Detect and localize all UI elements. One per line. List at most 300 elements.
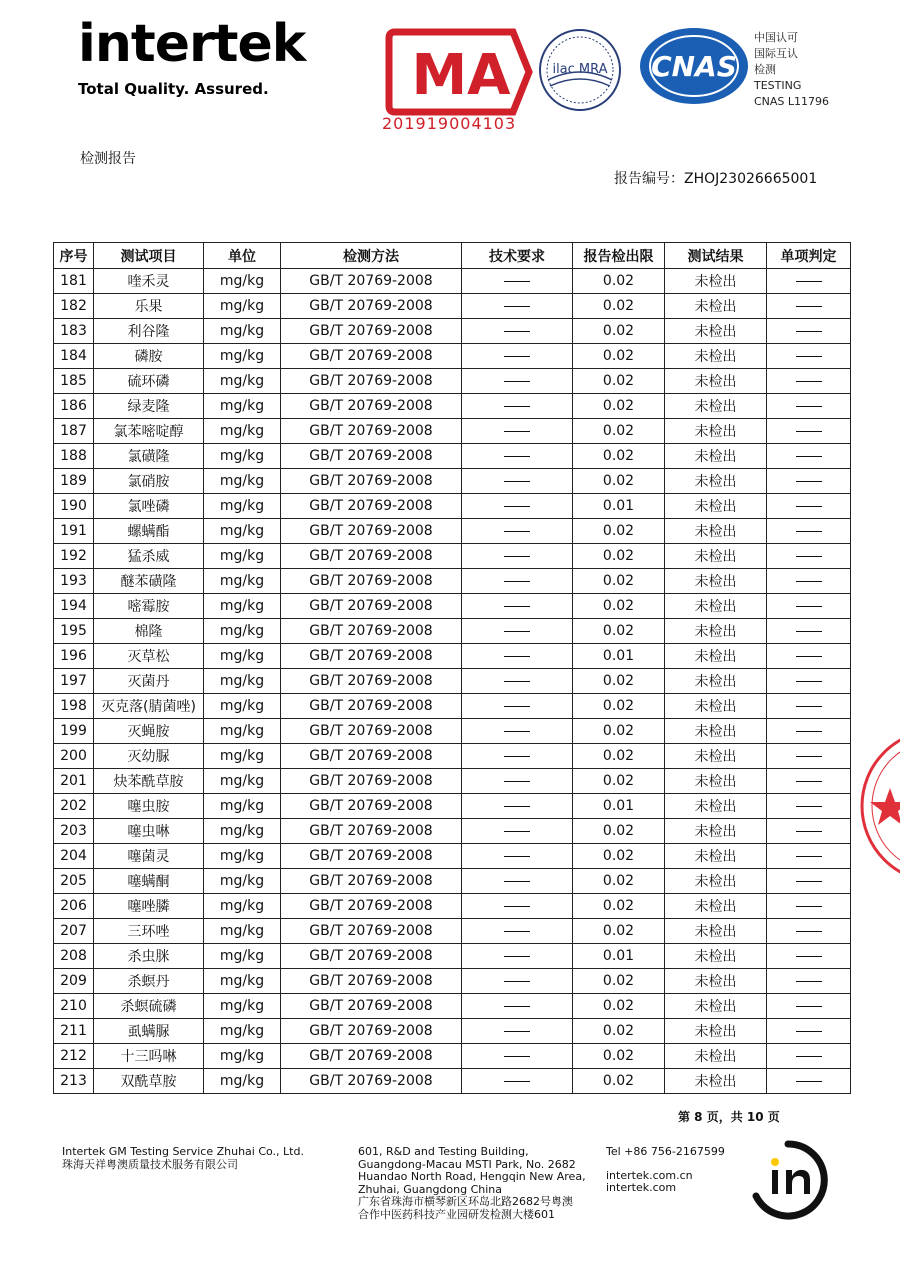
dash-mark bbox=[796, 556, 822, 557]
cell-requirement bbox=[462, 844, 573, 869]
cell-item: 噻虫啉 bbox=[94, 819, 204, 844]
cell-method: GB/T 20769-2008 bbox=[281, 519, 462, 544]
cell-unit: mg/kg bbox=[204, 469, 281, 494]
table-row bbox=[54, 844, 851, 869]
table-row bbox=[54, 869, 851, 894]
dash-mark bbox=[504, 1006, 530, 1007]
dash-mark bbox=[504, 456, 530, 457]
table-row bbox=[54, 994, 851, 1019]
cell-verdict bbox=[767, 919, 851, 944]
dash-mark bbox=[796, 706, 822, 707]
cell-result: 未检出 bbox=[665, 519, 767, 544]
cell-no: 202 bbox=[54, 794, 94, 819]
cell-requirement bbox=[462, 569, 573, 594]
cell-unit: mg/kg bbox=[204, 1019, 281, 1044]
cell-limit: 0.02 bbox=[573, 344, 665, 369]
dash-mark bbox=[504, 481, 530, 482]
dash-mark bbox=[796, 331, 822, 332]
cell-limit: 0.01 bbox=[573, 944, 665, 969]
cell-requirement bbox=[462, 369, 573, 394]
table-row bbox=[54, 569, 851, 594]
report-number: 报告编号：ZHOJ23026665001 bbox=[614, 171, 818, 187]
cell-requirement bbox=[462, 619, 573, 644]
cell-limit: 0.02 bbox=[573, 394, 665, 419]
cell-requirement bbox=[462, 469, 573, 494]
results-table bbox=[53, 242, 851, 1094]
cell-requirement bbox=[462, 1044, 573, 1069]
cell-requirement bbox=[462, 519, 573, 544]
cell-limit: 0.02 bbox=[573, 369, 665, 394]
cell-limit: 0.02 bbox=[573, 744, 665, 769]
table-row bbox=[54, 344, 851, 369]
dash-mark bbox=[504, 981, 530, 982]
intertek-logo: intertek bbox=[78, 14, 306, 74]
cell-verdict bbox=[767, 819, 851, 844]
cell-requirement bbox=[462, 669, 573, 694]
dash-mark bbox=[504, 631, 530, 632]
cell-item: 氯磺隆 bbox=[94, 444, 204, 469]
cell-verdict bbox=[767, 694, 851, 719]
cell-unit: mg/kg bbox=[204, 719, 281, 744]
cell-no: 206 bbox=[54, 894, 94, 919]
cell-result: 未检出 bbox=[665, 469, 767, 494]
cell-limit: 0.02 bbox=[573, 894, 665, 919]
cell-method: GB/T 20769-2008 bbox=[281, 819, 462, 844]
dash-mark bbox=[796, 381, 822, 382]
cell-requirement bbox=[462, 1069, 573, 1094]
dash-mark bbox=[796, 781, 822, 782]
cell-verdict bbox=[767, 319, 851, 344]
company-address: 601, R&D and Testing Building, Guangdong-Macau MSTI Park, No. 2682 Huandao North Road, Hengqin New Area, Zhuhai, Guangdong China 广东省珠海市横琴新区环岛北路2682号粤澳 合作中医药科技产业园研发检测大楼601 bbox=[358, 1145, 586, 1221]
cell-requirement bbox=[462, 294, 573, 319]
dash-mark bbox=[504, 931, 530, 932]
cell-verdict bbox=[767, 294, 851, 319]
dash-mark bbox=[504, 1081, 530, 1082]
cell-requirement bbox=[462, 919, 573, 944]
cell-requirement bbox=[462, 544, 573, 569]
dash-mark bbox=[796, 681, 822, 682]
cell-requirement bbox=[462, 719, 573, 744]
cell-unit: mg/kg bbox=[204, 419, 281, 444]
table-row bbox=[54, 294, 851, 319]
cell-unit: mg/kg bbox=[204, 569, 281, 594]
cell-verdict bbox=[767, 269, 851, 294]
cell-item: 灭克落(腈菌唑) bbox=[94, 694, 204, 719]
cell-method: GB/T 20769-2008 bbox=[281, 394, 462, 419]
cell-method: GB/T 20769-2008 bbox=[281, 919, 462, 944]
dash-mark bbox=[504, 281, 530, 282]
table-row bbox=[54, 419, 851, 444]
cell-method: GB/T 20769-2008 bbox=[281, 494, 462, 519]
table-row bbox=[54, 944, 851, 969]
cell-requirement bbox=[462, 444, 573, 469]
cell-unit: mg/kg bbox=[204, 494, 281, 519]
cell-item: 双酰草胺 bbox=[94, 1069, 204, 1094]
cell-limit: 0.02 bbox=[573, 1044, 665, 1069]
dash-mark bbox=[504, 331, 530, 332]
cell-result: 未检出 bbox=[665, 819, 767, 844]
table-row bbox=[54, 894, 851, 919]
table-row bbox=[54, 969, 851, 994]
ilac-mra-icon bbox=[538, 28, 622, 112]
cell-limit: 0.02 bbox=[573, 769, 665, 794]
dash-mark bbox=[504, 1056, 530, 1057]
cell-item: 嘧霉胺 bbox=[94, 594, 204, 619]
dash-mark bbox=[504, 581, 530, 582]
dash-mark bbox=[796, 656, 822, 657]
cell-verdict bbox=[767, 894, 851, 919]
cell-no: 213 bbox=[54, 1069, 94, 1094]
cell-item: 噻螨酮 bbox=[94, 869, 204, 894]
cell-limit: 0.02 bbox=[573, 419, 665, 444]
dash-mark bbox=[796, 406, 822, 407]
dash-mark bbox=[796, 931, 822, 932]
cell-verdict bbox=[767, 1019, 851, 1044]
cell-no: 198 bbox=[54, 694, 94, 719]
cell-verdict bbox=[767, 569, 851, 594]
table-row bbox=[54, 719, 851, 744]
cell-unit: mg/kg bbox=[204, 994, 281, 1019]
cell-limit: 0.02 bbox=[573, 544, 665, 569]
cell-limit: 0.01 bbox=[573, 644, 665, 669]
cell-result: 未检出 bbox=[665, 894, 767, 919]
cell-item: 灭幼脲 bbox=[94, 744, 204, 769]
cell-unit: mg/kg bbox=[204, 594, 281, 619]
table-row bbox=[54, 744, 851, 769]
cell-item: 十三吗啉 bbox=[94, 1044, 204, 1069]
cnas-text: CNAS bbox=[651, 50, 737, 83]
cell-limit: 0.02 bbox=[573, 594, 665, 619]
cell-item: 灭菌丹 bbox=[94, 669, 204, 694]
cell-unit: mg/kg bbox=[204, 444, 281, 469]
cell-verdict bbox=[767, 944, 851, 969]
cell-requirement bbox=[462, 819, 573, 844]
cell-verdict bbox=[767, 619, 851, 644]
cell-limit: 0.02 bbox=[573, 694, 665, 719]
cell-verdict bbox=[767, 769, 851, 794]
dash-mark bbox=[504, 356, 530, 357]
cell-no: 186 bbox=[54, 394, 94, 419]
cell-verdict bbox=[767, 794, 851, 819]
cell-method: GB/T 20769-2008 bbox=[281, 694, 462, 719]
website-link[interactable]: intertek.com bbox=[606, 1181, 677, 1194]
cell-requirement bbox=[462, 1019, 573, 1044]
table-row bbox=[54, 544, 851, 569]
cell-item: 三环唑 bbox=[94, 919, 204, 944]
table-row bbox=[54, 519, 851, 544]
dash-mark bbox=[796, 281, 822, 282]
table-row bbox=[54, 769, 851, 794]
cell-requirement bbox=[462, 644, 573, 669]
cell-method: GB/T 20769-2008 bbox=[281, 1069, 462, 1094]
cell-unit: mg/kg bbox=[204, 969, 281, 994]
cell-method: GB/T 20769-2008 bbox=[281, 844, 462, 869]
cell-verdict bbox=[767, 419, 851, 444]
cell-limit: 0.02 bbox=[573, 569, 665, 594]
cell-item: 磷胺 bbox=[94, 344, 204, 369]
cell-item: 乐果 bbox=[94, 294, 204, 319]
cell-method: GB/T 20769-2008 bbox=[281, 794, 462, 819]
cell-item: 氯苯嘧啶醇 bbox=[94, 419, 204, 444]
cell-item: 灭蝇胺 bbox=[94, 719, 204, 744]
cell-item: 喹禾灵 bbox=[94, 269, 204, 294]
col-header-unit: 单位 bbox=[204, 243, 281, 269]
cell-limit: 0.02 bbox=[573, 1019, 665, 1044]
cell-result: 未检出 bbox=[665, 669, 767, 694]
dash-mark bbox=[504, 431, 530, 432]
cell-requirement bbox=[462, 894, 573, 919]
dash-mark bbox=[504, 806, 530, 807]
cell-unit: mg/kg bbox=[204, 1044, 281, 1069]
cell-requirement bbox=[462, 594, 573, 619]
cell-unit: mg/kg bbox=[204, 519, 281, 544]
cell-result: 未检出 bbox=[665, 269, 767, 294]
cell-requirement bbox=[462, 319, 573, 344]
table-row bbox=[54, 919, 851, 944]
cell-verdict bbox=[767, 544, 851, 569]
document-title: 检测报告 bbox=[80, 151, 136, 167]
cell-result: 未检出 bbox=[665, 1069, 767, 1094]
cell-method: GB/T 20769-2008 bbox=[281, 369, 462, 394]
cell-method: GB/T 20769-2008 bbox=[281, 319, 462, 344]
cell-limit: 0.02 bbox=[573, 269, 665, 294]
cell-method: GB/T 20769-2008 bbox=[281, 944, 462, 969]
dash-mark bbox=[504, 606, 530, 607]
table-row bbox=[54, 469, 851, 494]
cell-no: 187 bbox=[54, 419, 94, 444]
dash-mark bbox=[796, 831, 822, 832]
dash-mark bbox=[796, 806, 822, 807]
cell-unit: mg/kg bbox=[204, 294, 281, 319]
cell-result: 未检出 bbox=[665, 1044, 767, 1069]
cell-result: 未检出 bbox=[665, 494, 767, 519]
cell-no: 208 bbox=[54, 944, 94, 969]
cell-result: 未检出 bbox=[665, 969, 767, 994]
cell-method: GB/T 20769-2008 bbox=[281, 719, 462, 744]
cell-requirement bbox=[462, 494, 573, 519]
phone-number: Tel +86 756-2167599 bbox=[606, 1145, 725, 1158]
cell-method: GB/T 20769-2008 bbox=[281, 869, 462, 894]
cell-requirement bbox=[462, 269, 573, 294]
cell-verdict bbox=[767, 869, 851, 894]
table-row bbox=[54, 644, 851, 669]
cell-no: 191 bbox=[54, 519, 94, 544]
col-header-method: 检测方法 bbox=[281, 243, 462, 269]
cell-verdict bbox=[767, 1069, 851, 1094]
cell-no: 192 bbox=[54, 544, 94, 569]
cell-item: 醚苯磺隆 bbox=[94, 569, 204, 594]
dash-mark bbox=[504, 531, 530, 532]
cell-unit: mg/kg bbox=[204, 819, 281, 844]
cell-no: 182 bbox=[54, 294, 94, 319]
cell-item: 噻菌灵 bbox=[94, 844, 204, 869]
cell-verdict bbox=[767, 494, 851, 519]
cell-method: GB/T 20769-2008 bbox=[281, 894, 462, 919]
page-indicator: 第 8 页，共 10 页 bbox=[678, 1110, 780, 1124]
cell-verdict bbox=[767, 594, 851, 619]
cell-item: 虱螨脲 bbox=[94, 1019, 204, 1044]
inspection-stamp-icon bbox=[858, 726, 900, 886]
cell-verdict bbox=[767, 644, 851, 669]
cell-verdict bbox=[767, 719, 851, 744]
cell-requirement bbox=[462, 769, 573, 794]
dash-mark bbox=[796, 481, 822, 482]
cell-item: 棉隆 bbox=[94, 619, 204, 644]
dash-mark bbox=[504, 381, 530, 382]
cell-verdict bbox=[767, 444, 851, 469]
cell-unit: mg/kg bbox=[204, 769, 281, 794]
cell-unit: mg/kg bbox=[204, 544, 281, 569]
dash-mark bbox=[796, 1056, 822, 1057]
cell-result: 未检出 bbox=[665, 919, 767, 944]
cell-no: 197 bbox=[54, 669, 94, 694]
cma-number: 201919004103 bbox=[382, 114, 517, 133]
cell-result: 未检出 bbox=[665, 444, 767, 469]
cell-unit: mg/kg bbox=[204, 869, 281, 894]
dash-mark bbox=[796, 356, 822, 357]
cell-method: GB/T 20769-2008 bbox=[281, 744, 462, 769]
cell-method: GB/T 20769-2008 bbox=[281, 544, 462, 569]
table-row bbox=[54, 494, 851, 519]
table-row bbox=[54, 319, 851, 344]
cell-method: GB/T 20769-2008 bbox=[281, 769, 462, 794]
cell-result: 未检出 bbox=[665, 844, 767, 869]
dash-mark bbox=[796, 581, 822, 582]
table-row bbox=[54, 369, 851, 394]
table-body bbox=[54, 269, 851, 1094]
cell-requirement bbox=[462, 694, 573, 719]
dash-mark bbox=[504, 706, 530, 707]
cell-limit: 0.01 bbox=[573, 494, 665, 519]
cnas-accreditation-text: 中国认可 国际互认 检测 TESTING CNAS L11796 bbox=[754, 31, 830, 108]
cell-limit: 0.02 bbox=[573, 994, 665, 1019]
cell-item: 杀螟丹 bbox=[94, 969, 204, 994]
cell-result: 未检出 bbox=[665, 544, 767, 569]
intertek-in-logo-icon bbox=[748, 1140, 828, 1220]
cell-method: GB/T 20769-2008 bbox=[281, 294, 462, 319]
dash-mark bbox=[504, 881, 530, 882]
cell-no: 194 bbox=[54, 594, 94, 619]
dash-mark bbox=[504, 831, 530, 832]
cell-unit: mg/kg bbox=[204, 944, 281, 969]
col-header-verdict: 单项判定 bbox=[767, 243, 851, 269]
cell-requirement bbox=[462, 944, 573, 969]
cma-mark-icon bbox=[383, 28, 533, 116]
cell-limit: 0.02 bbox=[573, 619, 665, 644]
cell-limit: 0.02 bbox=[573, 1069, 665, 1094]
cell-no: 207 bbox=[54, 919, 94, 944]
cell-unit: mg/kg bbox=[204, 794, 281, 819]
dash-mark bbox=[796, 631, 822, 632]
cell-no: 205 bbox=[54, 869, 94, 894]
cell-requirement bbox=[462, 744, 573, 769]
cnas-icon bbox=[638, 26, 750, 106]
cell-result: 未检出 bbox=[665, 294, 767, 319]
cell-result: 未检出 bbox=[665, 569, 767, 594]
cell-method: GB/T 20769-2008 bbox=[281, 419, 462, 444]
dash-mark bbox=[504, 756, 530, 757]
cell-no: 203 bbox=[54, 819, 94, 844]
cell-limit: 0.02 bbox=[573, 669, 665, 694]
table-row bbox=[54, 819, 851, 844]
website-link-cn[interactable]: intertek.com.cn bbox=[606, 1168, 693, 1182]
cell-requirement bbox=[462, 994, 573, 1019]
dash-mark bbox=[796, 306, 822, 307]
cell-verdict bbox=[767, 1044, 851, 1069]
table-row bbox=[54, 794, 851, 819]
cell-requirement bbox=[462, 344, 573, 369]
cell-result: 未检出 bbox=[665, 419, 767, 444]
dash-mark bbox=[796, 1081, 822, 1082]
cell-no: 201 bbox=[54, 769, 94, 794]
cell-method: GB/T 20769-2008 bbox=[281, 619, 462, 644]
cell-item: 氯硝胺 bbox=[94, 469, 204, 494]
cell-result: 未检出 bbox=[665, 769, 767, 794]
cell-item: 硫环磷 bbox=[94, 369, 204, 394]
cell-no: 210 bbox=[54, 994, 94, 1019]
cell-result: 未检出 bbox=[665, 869, 767, 894]
cell-requirement bbox=[462, 969, 573, 994]
table-row bbox=[54, 594, 851, 619]
cell-limit: 0.01 bbox=[573, 794, 665, 819]
cell-method: GB/T 20769-2008 bbox=[281, 1044, 462, 1069]
table-row bbox=[54, 1044, 851, 1069]
cell-item: 杀虫脒 bbox=[94, 944, 204, 969]
dash-mark bbox=[796, 606, 822, 607]
cell-item: 噻唑膦 bbox=[94, 894, 204, 919]
table-row bbox=[54, 694, 851, 719]
cell-unit: mg/kg bbox=[204, 744, 281, 769]
cell-result: 未检出 bbox=[665, 319, 767, 344]
cell-limit: 0.02 bbox=[573, 444, 665, 469]
cell-verdict bbox=[767, 519, 851, 544]
cell-item: 噻虫胺 bbox=[94, 794, 204, 819]
dash-mark bbox=[796, 756, 822, 757]
cell-unit: mg/kg bbox=[204, 269, 281, 294]
dash-mark bbox=[796, 531, 822, 532]
dash-mark bbox=[504, 1031, 530, 1032]
dash-mark bbox=[796, 1006, 822, 1007]
cell-no: 188 bbox=[54, 444, 94, 469]
table-row bbox=[54, 669, 851, 694]
col-header-requirement: 技术要求 bbox=[462, 243, 573, 269]
cell-unit: mg/kg bbox=[204, 369, 281, 394]
dash-mark bbox=[796, 906, 822, 907]
cell-verdict bbox=[767, 394, 851, 419]
cell-no: 209 bbox=[54, 969, 94, 994]
company-info: Intertek GM Testing Service Zhuhai Co., Ltd. 珠海天祥粤澳质量技术服务有限公司 bbox=[62, 1145, 304, 1171]
cell-no: 212 bbox=[54, 1044, 94, 1069]
cell-limit: 0.02 bbox=[573, 819, 665, 844]
cell-unit: mg/kg bbox=[204, 344, 281, 369]
cell-result: 未检出 bbox=[665, 344, 767, 369]
cell-method: GB/T 20769-2008 bbox=[281, 569, 462, 594]
dash-mark bbox=[796, 981, 822, 982]
cell-no: 200 bbox=[54, 744, 94, 769]
cell-no: 183 bbox=[54, 319, 94, 344]
cell-unit: mg/kg bbox=[204, 694, 281, 719]
cell-no: 185 bbox=[54, 369, 94, 394]
table-row bbox=[54, 619, 851, 644]
cell-verdict bbox=[767, 344, 851, 369]
cell-result: 未检出 bbox=[665, 694, 767, 719]
cell-method: GB/T 20769-2008 bbox=[281, 469, 462, 494]
cell-no: 190 bbox=[54, 494, 94, 519]
logo-tagline: Total Quality. Assured. bbox=[78, 80, 269, 98]
cell-unit: mg/kg bbox=[204, 894, 281, 919]
col-header-no: 序号 bbox=[54, 243, 94, 269]
cell-method: GB/T 20769-2008 bbox=[281, 594, 462, 619]
